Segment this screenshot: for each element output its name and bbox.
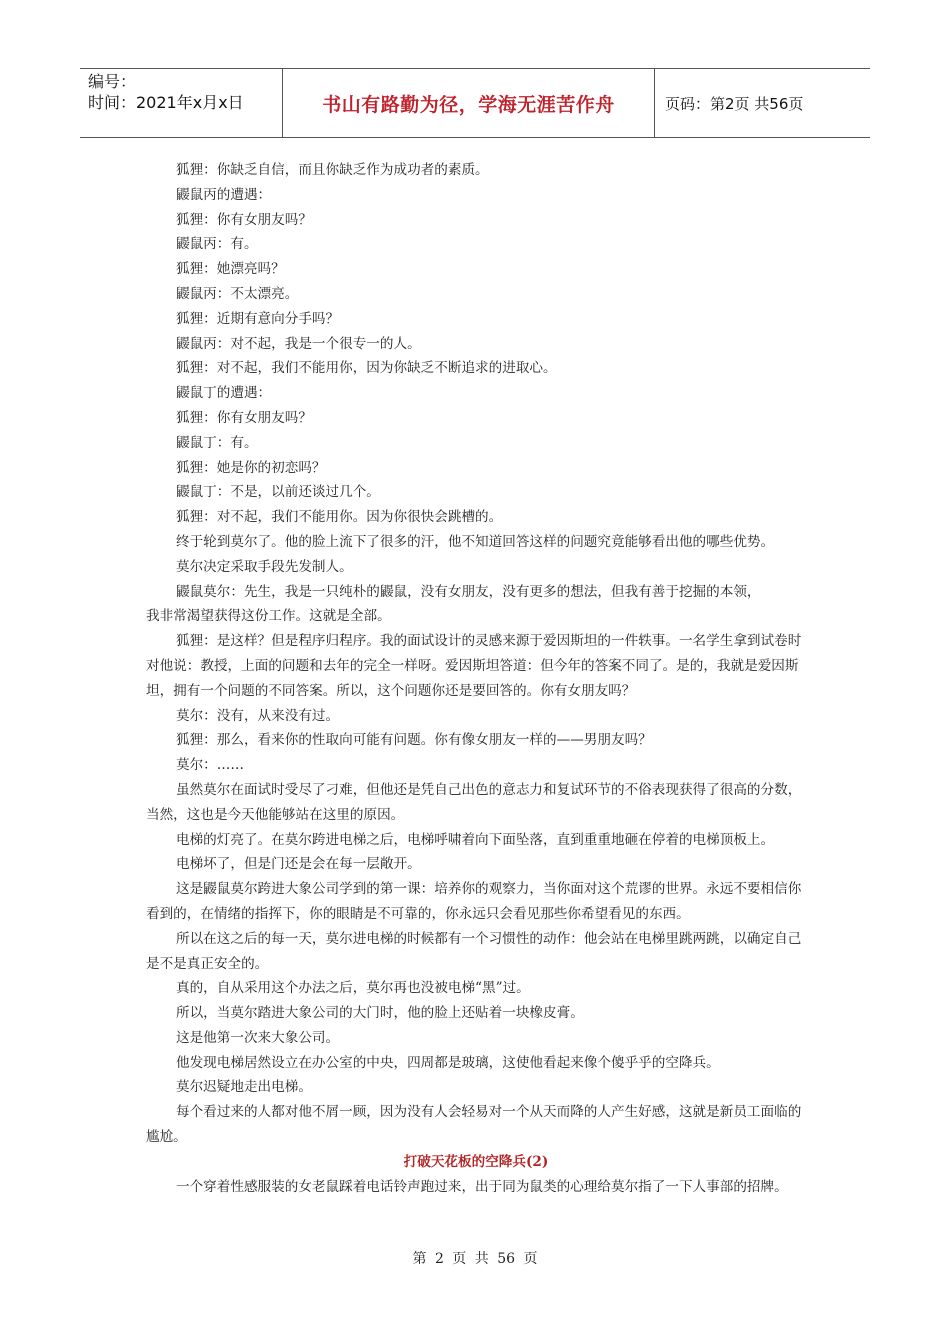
paragraph: 鼹鼠丙：有。 <box>176 236 258 253</box>
paragraph: 莫尔决定采取手段先发制人。 <box>176 558 353 575</box>
paragraph: 一个穿着性感服装的女老鼠踩着电话铃声跑过来，出于同为鼠类的心理给莫尔指了一下人事部的招牌。 <box>176 1178 788 1195</box>
paragraph: 电梯的灯亮了。在莫尔跨进电梯之后，电梯呼啸着向下面坠落，直到重重地砸在停着的电梯顶板上。 <box>176 831 775 848</box>
paragraph: 所以，当莫尔踏进大象公司的大门时，他的脸上还贴着一块橡皮膏。 <box>176 1005 584 1022</box>
paragraph: 真的，自从采用这个办法之后，莫尔再也没被电梯“黑”过。 <box>176 980 530 997</box>
document-number-label: 编号： <box>88 72 137 91</box>
paragraph: 他发现电梯居然设立在办公室的中央，四周都是玻璃，这使他看起来像个傻乎乎的空降兵。 <box>176 1054 720 1071</box>
page-footer: 第 2 页 共 56 页 <box>412 1251 538 1267</box>
paragraph: 狐狸：对不起，我们不能用你，因为你缺乏不断追求的进取心。 <box>176 360 557 377</box>
paragraph: 鼹鼠莫尔：先生，我是一只纯朴的鼹鼠，没有女朋友，没有更多的想法，但我有善于挖掘的本领， <box>176 583 761 600</box>
paragraph: 狐狸：你缺乏自信，而且你缺乏作为成功者的素质。 <box>176 162 489 178</box>
paragraph: 鼹鼠丁：有。 <box>176 434 258 451</box>
header-motto-cell <box>282 69 655 137</box>
header-motto: 书山有路勤为径，学海无涯苦作舟 <box>322 93 615 116</box>
paragraph: 每个看过来的人都对他不屑一顾，因为没有人会轻易对一个从天而降的人产生好感，这就是新员工面临的尴尬。 <box>146 1104 802 1146</box>
paragraph: 所以在这之后的每一天，莫尔进电梯的时候都有一个习惯性的动作：他会站在电梯里跳两跳，以确定自己是不是真正安全的。 <box>146 930 802 972</box>
section-heading: 打破天花板的空降兵(2) <box>403 1153 549 1170</box>
paragraph: 狐狸：那么，看来你的性取向可能有问题。你有像女朋友一样的——男朋友吗？ <box>176 732 652 749</box>
document-body <box>146 158 806 1199</box>
paragraph: 虽然莫尔在面试时受尽了刁难，但他还是凭自己出色的意志力和复试环节的不俗表现获得了很高的分数，当然，这也是今天他能够站在这里的原因。 <box>146 781 802 823</box>
paragraph: 狐狸：她漂亮吗？ <box>176 261 285 278</box>
header-page-cell <box>655 69 870 137</box>
paragraph: 狐狸：她是你的初恋吗？ <box>176 459 326 476</box>
paragraph: 鼹鼠丙：对不起，我是一个很专一的人。 <box>176 335 421 352</box>
paragraph: 莫尔：…… <box>176 757 244 774</box>
paragraph: 狐狸：对不起，我们不能用你。因为你很快会跳槽的。 <box>176 509 503 526</box>
paragraph: 狐狸：你有女朋友吗？ <box>176 409 312 426</box>
paragraph: 莫尔迟疑地走出电梯。 <box>176 1079 312 1096</box>
paragraph: 鼹鼠丁的遭遇： <box>176 385 272 402</box>
paragraph: 鼹鼠丙的遭遇： <box>176 186 272 203</box>
page-header <box>80 68 870 138</box>
paragraph: 莫尔：没有，从来没有过。 <box>176 707 340 724</box>
paragraph: 终于轮到莫尔了。他的脸上流下了很多的汗，他不知道回答这样的问题究竟能够看出他的哪些优势。 <box>176 533 775 550</box>
header-page-label: 页码：第2页 共56页 <box>665 94 804 113</box>
paragraph: 鼹鼠丁：不是，以前还谈过几个。 <box>176 484 380 501</box>
paragraph: 鼹鼠丙：不太漂亮。 <box>176 285 299 302</box>
paragraph: 狐狸：你有女朋友吗？ <box>176 211 312 228</box>
document-date-label: 时间：2021年x月x日 <box>88 93 244 112</box>
paragraph: 这是他第一次来大象公司。 <box>176 1029 340 1046</box>
paragraph: 狐狸：近期有意向分手吗？ <box>176 310 340 327</box>
header-meta <box>80 69 282 137</box>
paragraph: 电梯坏了，但是门还是会在每一层敞开。 <box>176 856 421 873</box>
paragraph: 狐狸：是这样？但是程序归程序。我的面试设计的灵感来源于爱因斯坦的一件轶事。一名学生拿到试卷时对他说：教授，上面的问题和去年的完全一样呀。爱因斯坦答道：但今年的答案不同了。是的，我就是爱因斯坦，拥有一个问题的不同答案。所以，这个问题你还是要回答的。你有女朋友吗？ <box>146 633 802 699</box>
paragraph: 这是鼹鼠莫尔跨进大象公司学到的第一课：培养你的观察力，当你面对这个荒谬的世界。永远不要相信你看到的，在情绪的指挥下，你的眼睛是不可靠的，你永远只会看见那些你希望看见的东西。 <box>146 881 802 922</box>
paragraph-continuation: 我非常渴望获得这份工作。这就是全部。 <box>146 608 391 625</box>
